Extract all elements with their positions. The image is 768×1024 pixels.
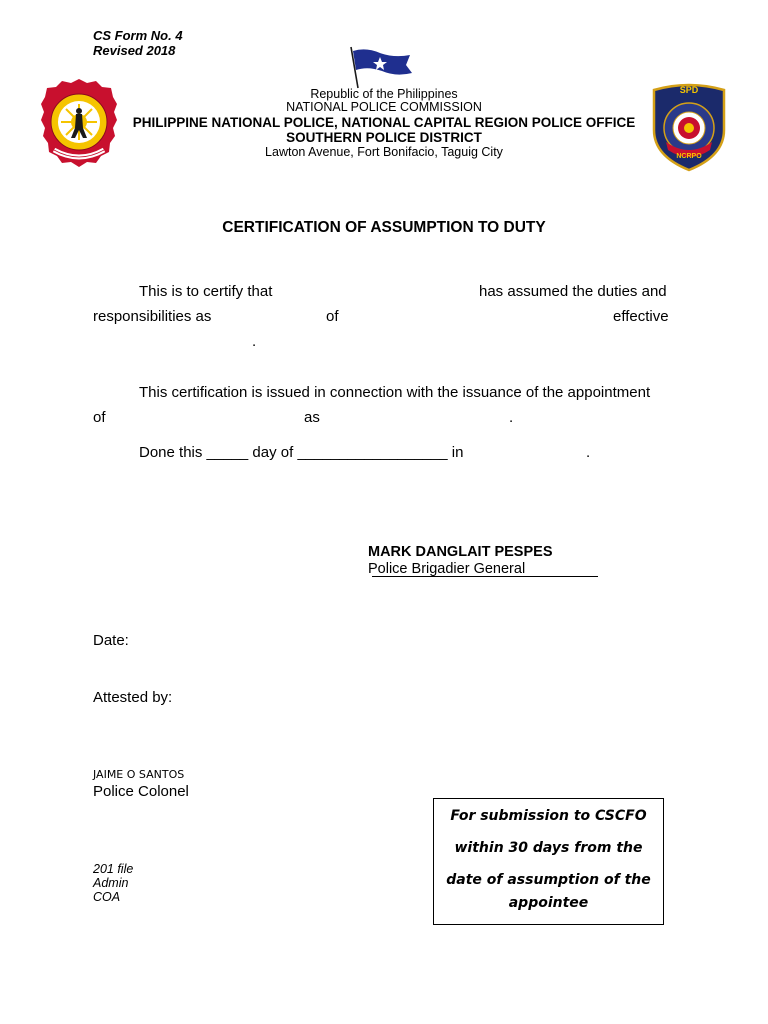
done-this-line: Done this _____ day of __________________ in <box>139 444 464 461</box>
document-title: CERTIFICATION OF ASSUMPTION TO DUTY <box>222 219 546 236</box>
para2-as-text: as <box>304 409 320 426</box>
form-number-block <box>93 28 183 58</box>
spd-badge-bottom-text: NCRPO <box>676 153 702 160</box>
attested-by-label: Attested by: <box>93 689 173 706</box>
submission-note-box <box>433 798 664 925</box>
header-address: Lawton Avenue, Fort Bonifacio, Taguig City <box>265 145 503 159</box>
note-line-2: within 30 days from the <box>454 840 643 856</box>
distribution-item-201-file: 201 file <box>93 862 134 876</box>
para1-of-text: of <box>326 308 339 325</box>
distribution-item-coa: COA <box>93 890 121 904</box>
form-revision: Revised 2018 <box>93 43 176 58</box>
attester-rank: Police Colonel <box>93 783 189 800</box>
spd-badge-top-text: SPD <box>679 85 699 95</box>
para1-effective-text: effective <box>613 308 669 325</box>
note-line-4: appointee <box>508 895 589 911</box>
para1-responsibilities-text: responsibilities as <box>93 308 212 325</box>
header-pnp-ncrpo: PHILIPPINE NATIONAL POLICE, NATIONAL CAPITAL REGION POLICE OFFICE <box>132 115 636 130</box>
distribution-item-admin: Admin <box>93 876 129 890</box>
para1-assumed-text: has assumed the duties and <box>479 283 667 300</box>
signatory-name: MARK DANGLAIT PESPES <box>368 544 553 560</box>
signatory-rank: Police Brigadier General <box>368 561 526 577</box>
para2-of-text: of <box>93 409 106 426</box>
para1-period: . <box>252 333 257 350</box>
note-line-3: date of assumption of the <box>446 872 651 888</box>
distribution-list <box>93 862 133 904</box>
signature-line <box>372 576 598 577</box>
attester-name: JAIME O SANTOS <box>93 768 185 781</box>
note-line-1: For submission to CSCFO <box>450 808 647 824</box>
flag-icon <box>346 45 414 89</box>
para2-period: . <box>509 409 514 426</box>
header-republic: Republic of the Philippines <box>310 87 458 101</box>
form-number: CS Form No. 4 <box>93 28 183 43</box>
header-spd: SOUTHERN POLICE DISTRICT <box>286 130 482 145</box>
header-napolcom: NATIONAL POLICE COMMISSION <box>286 100 482 114</box>
date-label: Date: <box>93 632 129 649</box>
para2-issuance-text: This certification is issued in connection with the issuance of the appointment <box>139 384 651 401</box>
para1-certify-text: This is to certify that <box>139 283 273 300</box>
done-this-period: . <box>586 444 591 461</box>
